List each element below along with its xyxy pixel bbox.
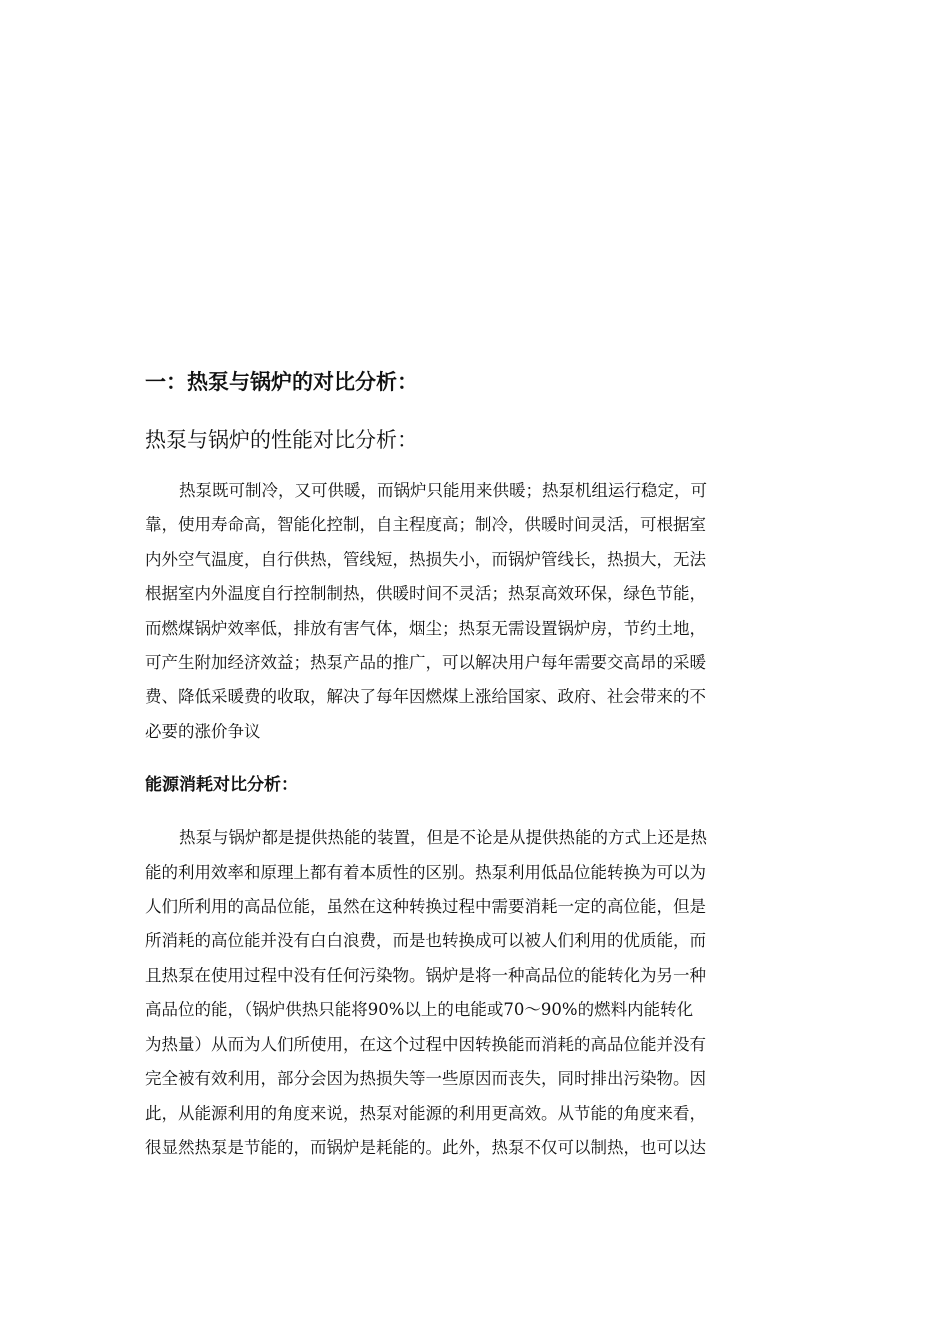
paragraph-line: 根据室内外温度自行控制制热，供暖时间不灵活；热泵高效环保，绿色节能， — [145, 584, 706, 604]
paragraph-line: 热泵既可制冷，又可供暖，而锅炉只能用来供暖；热泵机组运行稳定，可 — [179, 481, 707, 500]
performance-paragraph — [145, 474, 807, 749]
paragraph-line: 很显然热泵是节能的，而锅炉是耗能的。此外，热泵不仅可以制热，也可以达 — [145, 1137, 706, 1157]
paragraph-line: 能的利用效率和原理上都有着本质性的区别。热泵利用低品位能转换为可以为 — [145, 862, 706, 882]
paragraph-line: 所消耗的高位能并没有白白浪费，而是也转换成可以被人们利用的优质能，而 — [145, 931, 706, 951]
paragraph-line: 此，从能源利用的角度来说，热泵对能源的利用更高效。从节能的角度来看， — [145, 1103, 706, 1123]
paragraph-line: 人们所利用的高品位能，虽然在这种转换过程中需要消耗一定的高位能，但是 — [145, 897, 706, 917]
paragraph-line: 高品位的能，（锅炉供热只能将90%以上的电能或70～90%的燃料内能转化 — [145, 1000, 694, 1020]
paragraph-line: 内外空气温度，自行供热，管线短，热损失小，而锅炉管线长，热损大，无法 — [145, 549, 706, 569]
paragraph-line: 可产生附加经济效益；热泵产品的推广，可以解决用户每年需要交高昂的采暖 — [145, 653, 706, 673]
document-body — [145, 362, 807, 1165]
energy-heading: 能源消耗对比分析： — [145, 775, 298, 796]
paragraph-line: 热泵与锅炉都是提供热能的装置，但是不论是从提供热能的方式上还是热 — [179, 828, 707, 848]
paragraph-line: 为热量）从而为人们所使用，在这个过程中因转换能而消耗的高品位能并没有 — [145, 1034, 706, 1054]
paragraph-line: 靠，使用寿命高，智能化控制，自主程度高；制冷，供暖时间灵活，可根据室 — [145, 515, 706, 535]
energy-paragraph — [145, 821, 807, 1165]
paragraph-line: 费、降低采暖费的收取，解决了每年因燃煤上涨给国家、政府、社会带来的不 — [145, 687, 706, 707]
paragraph-line: 且热泵在使用过程中没有任何污染物。锅炉是将一种高品位的能转化为另一种 — [145, 965, 706, 985]
paragraph-line: 必要的涨价争议 — [145, 721, 261, 741]
paragraph-line: 而燃煤锅炉效率低，排放有害气体，烟尘；热泵无需设置锅炉房，节约土地， — [145, 618, 706, 638]
paragraph-line: 完全被有效利用，部分会因为热损失等一些原因而丧失，同时排出污染物。因 — [145, 1069, 706, 1089]
performance-heading: 热泵与锅炉的性能对比分析： — [145, 428, 418, 452]
section-title: 一：热泵与锅炉的对比分析： — [145, 370, 418, 394]
